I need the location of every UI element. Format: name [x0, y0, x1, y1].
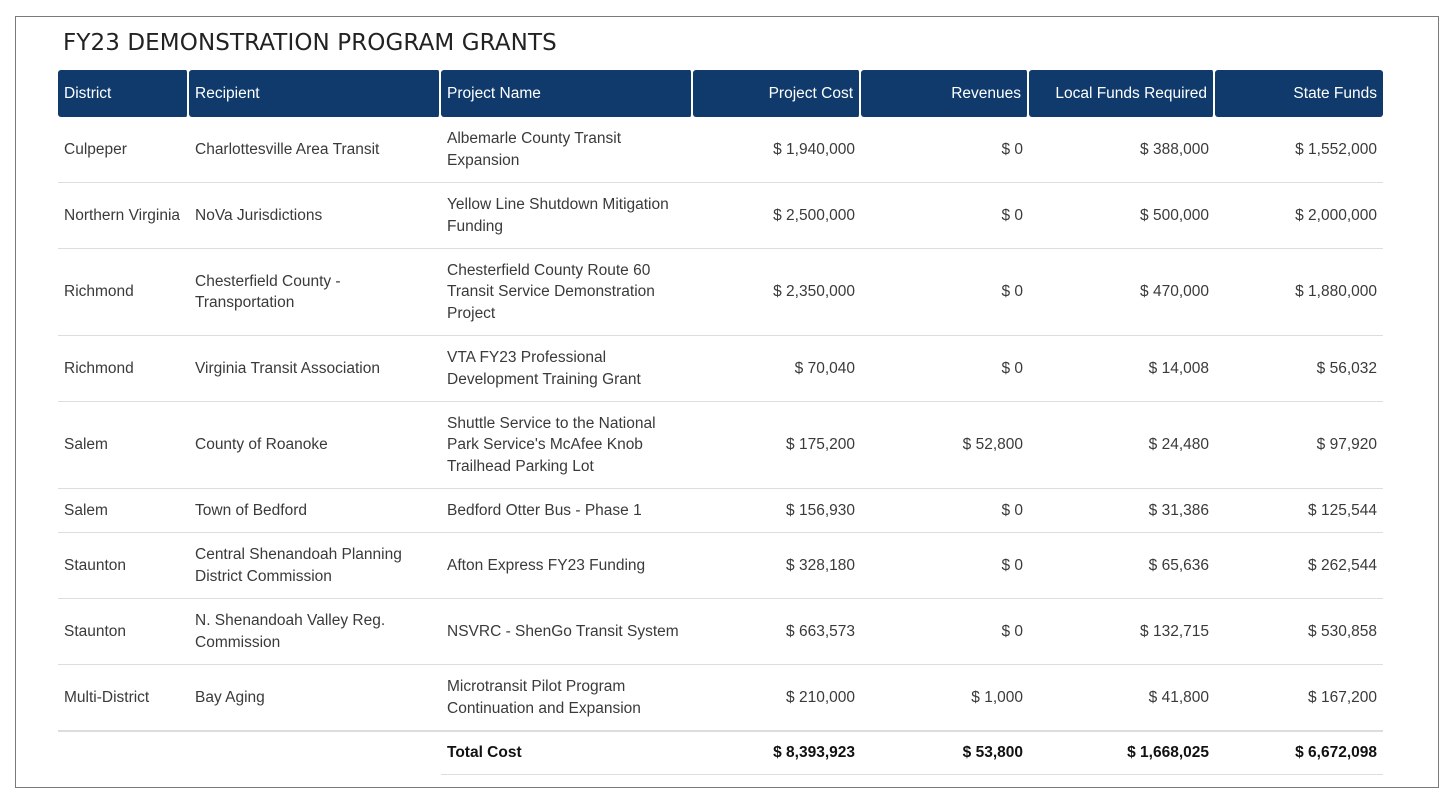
cell-local: $ 388,000 [1029, 117, 1215, 183]
table-row [58, 183, 1383, 249]
total-blank [58, 731, 189, 775]
cell-district: Northern Virginia [58, 183, 189, 249]
cell-local: $ 132,715 [1029, 599, 1215, 665]
cell-revenues: $ 0 [861, 599, 1029, 665]
header-project-cost: Project Cost [693, 70, 861, 117]
cell-district: Multi-District [58, 665, 189, 731]
cell-revenues: $ 52,800 [861, 402, 1029, 489]
total-blank [189, 731, 441, 775]
cell-cost: $ 70,040 [693, 336, 861, 402]
cell-district: Staunton [58, 599, 189, 665]
table-row [58, 489, 1383, 533]
cell-cost: $ 663,573 [693, 599, 861, 665]
header-revenues: Revenues [861, 70, 1029, 117]
table-row [58, 533, 1383, 599]
cell-district: Staunton [58, 533, 189, 599]
grants-table [58, 70, 1383, 775]
cell-recipient: Bay Aging [189, 665, 441, 731]
page-title: FY23 DEMONSTRATION PROGRAM GRANTS [63, 30, 557, 56]
cell-district: Richmond [58, 336, 189, 402]
header-local-funds: Local Funds Required [1029, 70, 1215, 117]
cell-project: NSVRC - ShenGo Transit System [441, 599, 693, 665]
cell-recipient: N. Shenandoah Valley Reg. Commission [189, 599, 441, 665]
cell-local: $ 65,636 [1029, 533, 1215, 599]
cell-cost: $ 2,350,000 [693, 249, 861, 336]
cell-recipient: Charlottesville Area Transit [189, 117, 441, 183]
total-label: Total Cost [441, 731, 693, 775]
cell-recipient: Town of Bedford [189, 489, 441, 533]
cell-cost: $ 175,200 [693, 402, 861, 489]
cell-district: Culpeper [58, 117, 189, 183]
cell-state: $ 167,200 [1215, 665, 1383, 731]
cell-local: $ 31,386 [1029, 489, 1215, 533]
cell-state: $ 56,032 [1215, 336, 1383, 402]
table-header [58, 70, 1383, 117]
total-state: $ 6,672,098 [1215, 731, 1383, 775]
cell-local: $ 500,000 [1029, 183, 1215, 249]
cell-recipient: Chesterfield County - Transportation [189, 249, 441, 336]
cell-state: $ 2,000,000 [1215, 183, 1383, 249]
header-district: District [58, 70, 189, 117]
cell-project: Chesterfield County Route 60 Transit Service Demonstration Project [441, 249, 693, 336]
header-recipient: Recipient [189, 70, 441, 117]
cell-cost: $ 2,500,000 [693, 183, 861, 249]
cell-state: $ 1,552,000 [1215, 117, 1383, 183]
cell-revenues: $ 0 [861, 117, 1029, 183]
cell-project: VTA FY23 Professional Development Training Grant [441, 336, 693, 402]
cell-state: $ 530,858 [1215, 599, 1383, 665]
cell-district: Salem [58, 402, 189, 489]
cell-revenues: $ 0 [861, 336, 1029, 402]
table-body [58, 117, 1383, 731]
cell-cost: $ 1,940,000 [693, 117, 861, 183]
cell-project: Yellow Line Shutdown Mitigation Funding [441, 183, 693, 249]
total-revenues: $ 53,800 [861, 731, 1029, 775]
cell-recipient: County of Roanoke [189, 402, 441, 489]
header-state-funds: State Funds [1215, 70, 1383, 117]
cell-local: $ 41,800 [1029, 665, 1215, 731]
table-row [58, 665, 1383, 731]
table-row [58, 249, 1383, 336]
table-row [58, 117, 1383, 183]
cell-project: Shuttle Service to the National Park Service's McAfee Knob Trailhead Parking Lot [441, 402, 693, 489]
cell-revenues: $ 0 [861, 489, 1029, 533]
cell-recipient: Central Shenandoah Planning District Commission [189, 533, 441, 599]
cell-project: Albemarle County Transit Expansion [441, 117, 693, 183]
cell-project: Afton Express FY23 Funding [441, 533, 693, 599]
cell-cost: $ 156,930 [693, 489, 861, 533]
cell-state: $ 1,880,000 [1215, 249, 1383, 336]
cell-state: $ 262,544 [1215, 533, 1383, 599]
cell-recipient: Virginia Transit Association [189, 336, 441, 402]
cell-district: Salem [58, 489, 189, 533]
cell-state: $ 125,544 [1215, 489, 1383, 533]
table-row [58, 599, 1383, 665]
table-row [58, 336, 1383, 402]
cell-project: Bedford Otter Bus - Phase 1 [441, 489, 693, 533]
cell-recipient: NoVa Jurisdictions [189, 183, 441, 249]
cell-local: $ 24,480 [1029, 402, 1215, 489]
table-row [58, 402, 1383, 489]
total-cost: $ 8,393,923 [693, 731, 861, 775]
header-project-name: Project Name [441, 70, 693, 117]
cell-cost: $ 328,180 [693, 533, 861, 599]
cell-cost: $ 210,000 [693, 665, 861, 731]
table-footer [58, 731, 1383, 775]
cell-district: Richmond [58, 249, 189, 336]
cell-revenues: $ 0 [861, 249, 1029, 336]
total-local: $ 1,668,025 [1029, 731, 1215, 775]
cell-local: $ 470,000 [1029, 249, 1215, 336]
cell-state: $ 97,920 [1215, 402, 1383, 489]
cell-revenues: $ 1,000 [861, 665, 1029, 731]
total-row [58, 731, 1383, 775]
cell-revenues: $ 0 [861, 183, 1029, 249]
cell-revenues: $ 0 [861, 533, 1029, 599]
cell-local: $ 14,008 [1029, 336, 1215, 402]
cell-project: Microtransit Pilot Program Continuation and Expansion [441, 665, 693, 731]
